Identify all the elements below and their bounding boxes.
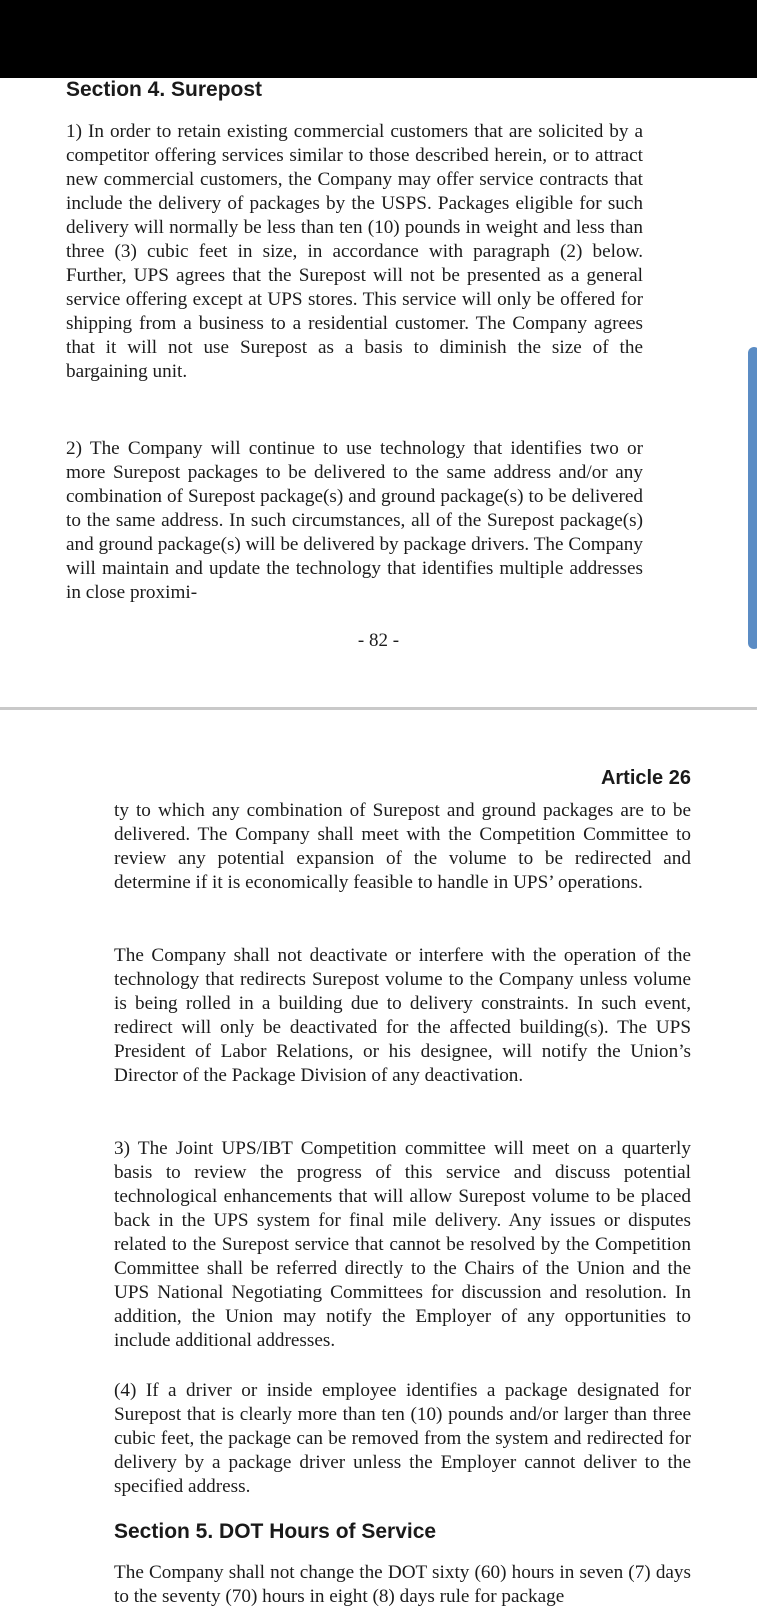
surepost-paragraph-3: 3) The Joint UPS/IBT Competition committee will meet on a quarterly basis to review the progress of this service and discuss potential technological enhancements that will allow Surepost volume to be placed back in the UPS system for final mile delivery. Any issues or disputes related to the Surepost service that cannot be resolved by the Competition Committee shall be referred directly to the Chairs of the Union and the UPS National Negotiating Committees for discussion and resolution. In addition, the Union may notify the Employer of any opportunities to include additional addresses. [114,1138,691,1351]
deactivation-paragraph: The Company shall not deactivate or interfere with the operation of the technology that redirects Surepost volume to the Company unless volume is being rolled in a building due to delivery constraints. In such event, redirect will only be deactivated for the affected building(s). The UPS President of Labor Relations, or his designee, will notify the Union’s Director of the Package Division of any deactivation. [114,945,691,1086]
top-status-bar [0,0,757,78]
article-running-header: Article 26 [600,767,691,789]
dot-hours-paragraph: The Company shall not change the DOT sixty (60) hours in seven (7) days to the seventy (70) hours in eight (8) days rule for package [114,1562,691,1607]
page-divider [0,707,757,710]
section-5-heading: Section 5. DOT Hours of Service [114,1520,437,1543]
surepost-paragraph-1: 1) In order to retain existing commercial customers that are solicited by a competitor offering services similar to those described herein, or to attract new commercial customers, the Company may offer service contracts that include the delivery of packages by the USPS. Packages eligible for such delivery will normally be less than ten (10) pounds in weight and less than three (3) cubic feet in size, in accordance with paragraph (2) below. Further, UPS agrees that the Surepost will not be presented as a general service offering except at UPS stores. This service will only be offered for shipping from a business to a residential customer. The Company agrees that it will not use Surepost as a basis to diminish the size of the bargaining unit. [66,121,643,382]
scrollbar-thumb[interactable] [748,347,757,649]
section-4-heading: Section 4. Surepost [66,78,263,101]
surepost-paragraph-4: (4) If a driver or inside employee identifies a package designated for Surepost that is clearly more than ten (10) pounds and/or larger than three cubic feet, the package can be removed from the system and redirected for delivery by a package driver unless the Employer cannot deliver to the specified address. [114,1380,691,1497]
page-number: - 82 - [357,630,400,651]
surepost-paragraph-continued: ty to which any combination of Surepost and ground packages are to be delivered. The Company shall meet with the Competition Committee to review any potential expansion of the volume to be redirected and determine if it is economically feasible to handle in UPS’ operations. [114,800,691,893]
surepost-paragraph-2: 2) The Company will continue to use technology that identifies two or more Surepost packages to be delivered to the same address and/or any combination of Surepost package(s) and ground package(s) to be delivered to the same address. In such circumstances, all of the Surepost package(s) and ground package(s) will be delivered by package drivers. The Company will maintain and update the technology that identifies multiple addresses in close proximi- [66,438,643,603]
